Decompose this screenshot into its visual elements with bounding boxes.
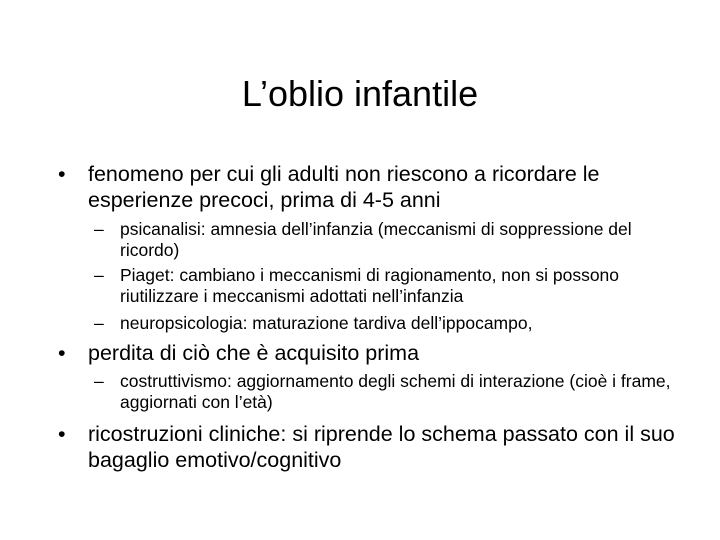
sub-bullet-marker: –: [94, 265, 104, 285]
sub-bullet-marker: –: [94, 313, 104, 333]
sub-bullet-marker: –: [94, 219, 104, 239]
sub-bullet-text: neuropsicologia: maturazione tardiva dell’ippocampo,: [120, 313, 533, 333]
bullet-item: [58, 161, 698, 213]
sub-bullet-marker: –: [94, 371, 104, 391]
sub-bullet-item: [94, 219, 680, 261]
bullet-text: ricostruzioni cliniche: si riprende lo schema passato con il suo bagaglio emotivo/cognitivo: [88, 422, 675, 472]
sub-bullet-text: Piaget: cambiano i meccanismi di ragionamento, non si possono riutilizzare i meccanismi adottati nell’infanzia: [120, 265, 620, 306]
bullet-text: fenomeno per cui gli adulti non riescono a ricordare le esperienze precoci, prima di 4-5 anni: [88, 162, 600, 212]
bullet-item: [58, 421, 698, 473]
sub-bullet-item: [94, 371, 680, 413]
sub-bullet-text: costruttivismo: aggiornamento degli schemi di interazione (cioè i frame, aggiornati con l’età): [120, 371, 671, 412]
bullet-item: [58, 340, 698, 366]
slide-title: L’oblio infantile: [241, 73, 479, 114]
bullet-text: perdita di ciò che è acquisito prima: [88, 341, 420, 365]
sub-bullet-item: [94, 265, 680, 307]
sub-bullet-item: [94, 313, 680, 334]
sub-bullet-text: psicanalisi: amnesia dell’infanzia (meccanismi di soppressione del ricordo): [120, 219, 632, 260]
bullet-marker: •: [58, 341, 66, 365]
bullet-marker: •: [58, 162, 66, 186]
bullet-marker: •: [58, 422, 66, 446]
